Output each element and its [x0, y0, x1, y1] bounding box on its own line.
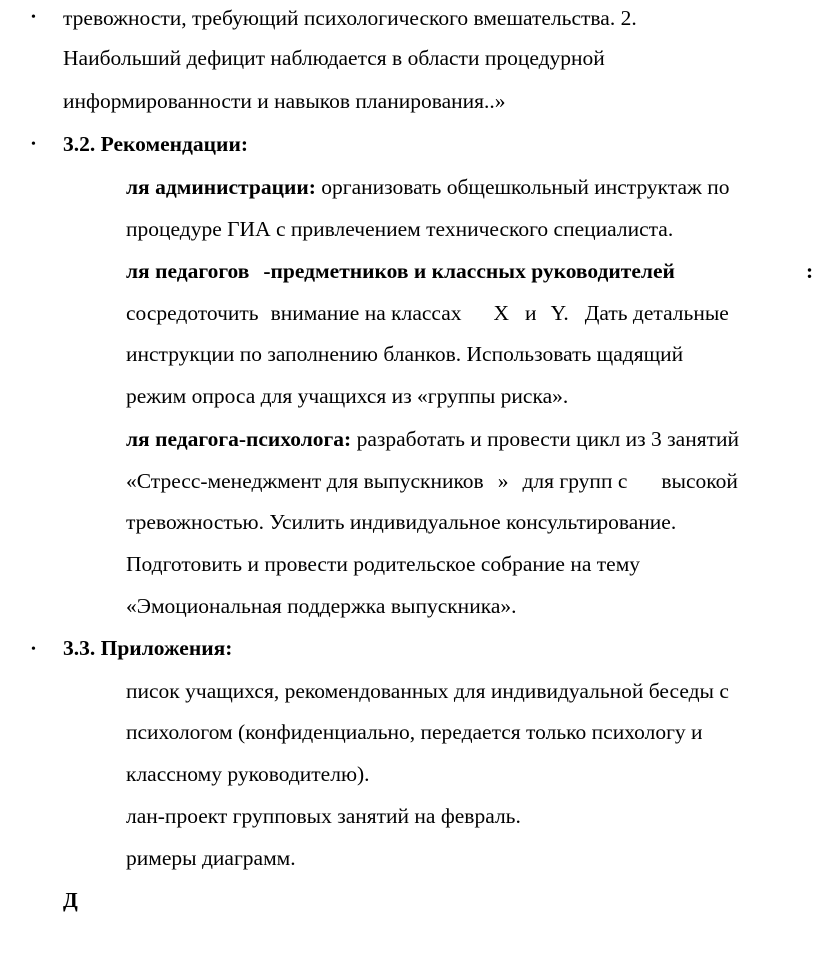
recommendations-heading: 3.2. Рекомендации: — [63, 132, 248, 156]
admin-recommendation-line-2: процедуре ГИА с привлечением технического специалиста. — [126, 217, 674, 241]
psychologist-recommendation-line-1 — [126, 427, 739, 451]
teachers-label-a: ля педагогов — [126, 259, 250, 283]
bullet-icon: • — [31, 10, 36, 25]
psychologist-recommendation-line-3: тревожностью. Усилить индивидуальное консультирование. — [126, 510, 677, 534]
teachers-text-2a: сосредоточить — [126, 301, 259, 325]
psychologist-recommendation-line-2 — [126, 469, 738, 493]
psychologist-label: ля педагога-психолога: — [126, 427, 352, 451]
intro-line-2: Наибольший дефицит наблюдается в области процедурной — [63, 46, 605, 70]
psychologist-text-2c: для групп с — [522, 469, 628, 493]
appendix-item-1-line-3: классному руководителю). — [126, 762, 370, 786]
teachers-text-2b: внимание на классах — [270, 301, 462, 325]
appendices-heading: 3.3. Приложения: — [63, 636, 233, 660]
admin-recommendation-line-1 — [126, 175, 730, 199]
bullet-icon: • — [31, 642, 36, 657]
admin-label: ля администрации: — [126, 175, 316, 199]
psychologist-recommendation-line-4: Подготовить и провести родительское собрание на тему — [126, 552, 641, 576]
class-y: Y. — [550, 301, 569, 325]
teachers-text-2c: Дать детальные — [584, 301, 729, 325]
intro-line-3: информированности и навыков планирования..» — [63, 89, 506, 113]
teachers-recommendation-line-2 — [126, 301, 729, 325]
appendix-item-3: римеры диаграмм. — [126, 846, 296, 870]
appendix-item-1-line-2: психологом (конфиденциально, передается только психологу и — [126, 720, 703, 744]
trailing-letter: Д — [63, 888, 78, 912]
appendix-item-2: лан-проект групповых занятий на февраль. — [126, 804, 521, 828]
teachers-recommendation-line-3: инструкции по заполнению бланков. Использовать щадящий — [126, 342, 684, 366]
admin-text: организовать общешкольный инструктаж по — [321, 175, 730, 199]
teachers-label-b: -предметников и классных руководителей — [263, 259, 675, 283]
appendix-item-1-line-1: писок учащихся, рекомендованных для индивидуальной беседы с — [126, 679, 729, 703]
psychologist-recommendation-line-5: «Эмоциональная поддержка выпускника». — [126, 594, 517, 618]
psychologist-text-2d: высокой — [661, 469, 738, 493]
teachers-recommendation-line-4: режим опроса для учащихся из «группы риска». — [126, 384, 569, 408]
class-conj: и — [525, 301, 537, 325]
intro-line-1: тревожности, требующий психологического вмешательства. 2. — [63, 6, 637, 30]
teachers-recommendation-heading — [126, 259, 675, 283]
class-x: X — [493, 301, 510, 325]
psychologist-text-2a: «Стресс-менеджмент для выпускников — [126, 469, 484, 493]
teachers-label-colon: : — [806, 259, 814, 283]
psychologist-text-2b: » — [497, 469, 509, 493]
bullet-icon: • — [31, 137, 36, 152]
psychologist-text-1: разработать и провести цикл из 3 занятий — [356, 427, 739, 451]
